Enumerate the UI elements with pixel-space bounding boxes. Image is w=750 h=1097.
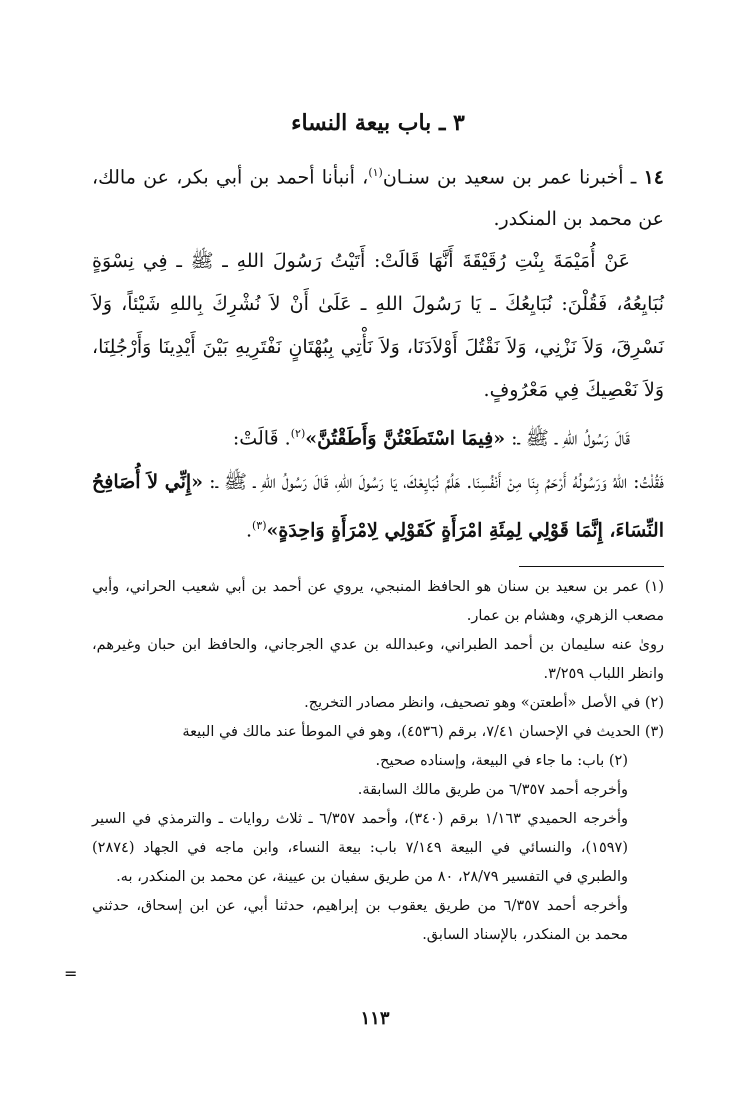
footnote-3-line-4: وأخرجه الحميدي ١/١٦٣ برقم (٣٤٠)، وأحمد ٦/٣٥٧ ـ ثلاث روايات ـ والترمذي في السير (١٥٩٧)، والنسائي في البيعة ٧/١٤٩ باب: بيعة النساء، وابن ماجه في الجهاد (٢٨٧٤) والطبري في التفسير ٢٨/٧٩، ٨٠ من طريق سفيان بن عيينة، عن محمد بن المنكدر، به. <box>92 810 629 885</box>
footnote-2: (٢) في الأصل «أطعتن» وهو تصحيف، وانظر مصادر التخريج. <box>304 694 664 711</box>
footnote-3-line-2: (٢) باب: ما جاء في البيعة، وإسناده صحيح. <box>375 752 628 769</box>
footnote-1-continued: رویٰ عنه سليمان بن أحمد الطبراني، وعبدالله بن عدي الجرجاني، والحافظ ابن حبان وغيرهم، وانظر اللباب ٣/٢٥٩. <box>92 636 664 682</box>
footnote-1: (١) عمر بن سعيد بن سنان هو الحافظ المنبجي، يروي عن أحمد بن أبي شعيب الحراني، وأبي مصعب الزهري، وهشام بن عمار. <box>92 578 664 624</box>
prophet-reply-paragraph <box>92 412 664 460</box>
isnad-text-start: ـ أخبرنا عمر بن سعيد بن سنـان <box>382 166 644 189</box>
footnote-ref-2[interactable]: (٢) <box>290 427 306 441</box>
isnad-paragraph <box>92 152 664 240</box>
reply-quote: «فِيمَا اسْتَطَعْتُنَّ وَأَطَقْتُنَّ» <box>305 427 506 450</box>
final-intro: فَقُلْتُ: اللهُ وَرَسُولُهُ أَرْحَمُ بِنَا مِنْ أَنْفُسِنَا. هَلُمَّ نُبَايِعْكَ، يَا رَسُولَ اللهِ، قَالَ رَسُولُ اللهِ ـ ﷺ ـ: <box>203 470 664 493</box>
hadith-number: ١٤ <box>643 166 664 189</box>
footnote-3-line-5: وأخرجه أحمد ٦/٣٥٧ من طريق يعقوب بن إبراهيم، حدثنا أبي، عن ابن إسحاق، حدثني محمد بن المنكدر، بالإسناد السابق. <box>92 897 628 943</box>
final-tail: . <box>245 518 252 541</box>
footnote-divider <box>519 566 664 567</box>
reply-tail: . قَالَتْ: <box>232 427 291 450</box>
reply-intro: قَالَ رَسُولُ اللهِ ـ ﷺ ـ: <box>505 427 630 450</box>
continuation-mark: = <box>64 964 78 983</box>
final-quote: «إِنِّي لاَ أُصَافِحُ النِّسَاءَ، إِنَّمَا قَوْلِي لِمِئَةِ امْرَأَةٍ كَقَوْلِي لِامْرَأَةٍ وَاحِدَةٍ» <box>92 470 664 541</box>
hadith-body <box>92 152 664 552</box>
footnote-ref-3[interactable]: (٣) <box>252 518 267 532</box>
hadith-matn-paragraph: عَنْ أُمَيْمَةَ بِنْتِ رُقَيْقَةَ أَنَّهَا قَالَتْ: أَتَيْتُ رَسُولَ اللهِ ـ ﷺ ـ فِي نِسْوَةٍ نُبَايِعُهُ، فَقُلْنَ: نُبَايِعُكَ ـ يَا رَسُولَ اللهِ ـ عَلَىٰ أَنْ لاَ نُشْرِكَ بِاللهِ شَيْئاً، وَلاَ نَسْرِقَ، وَلاَ نَزْنِي، وَلاَ نَقْتُلَ أَوْلاَدَنَا، وَلاَ نَأْتِي بِبُهْتَانٍ نَفْتَرِيهِ بَيْنَ أَيْدِينَا وَأَرْجُلِنَا، وَلاَ نَعْصِيكَ فِي مَعْرُوفٍ. <box>92 250 664 402</box>
isnad-text-end: ، أنبأنا أحمد بن أبي بكر، عن مالك، عن محمد بن المنكدر. <box>92 166 664 231</box>
footnotes <box>92 573 664 950</box>
chapter-heading: ٣ ـ باب بيعة النساء <box>291 110 465 136</box>
final-paragraph <box>92 461 664 552</box>
footnote-3: (٣) الحديث في الإحسان ٧/٤١، برقم (٤٥٣٦)، وهو في الموطأ عند مالك في البيعة <box>182 723 664 740</box>
page-number: ١١٣ <box>360 1008 390 1029</box>
footnote-3-line-3: وأخرجه أحمد ٦/٣٥٧ من طريق مالك السابقة. <box>357 781 628 798</box>
footnote-ref-1[interactable]: (١) <box>368 166 383 179</box>
